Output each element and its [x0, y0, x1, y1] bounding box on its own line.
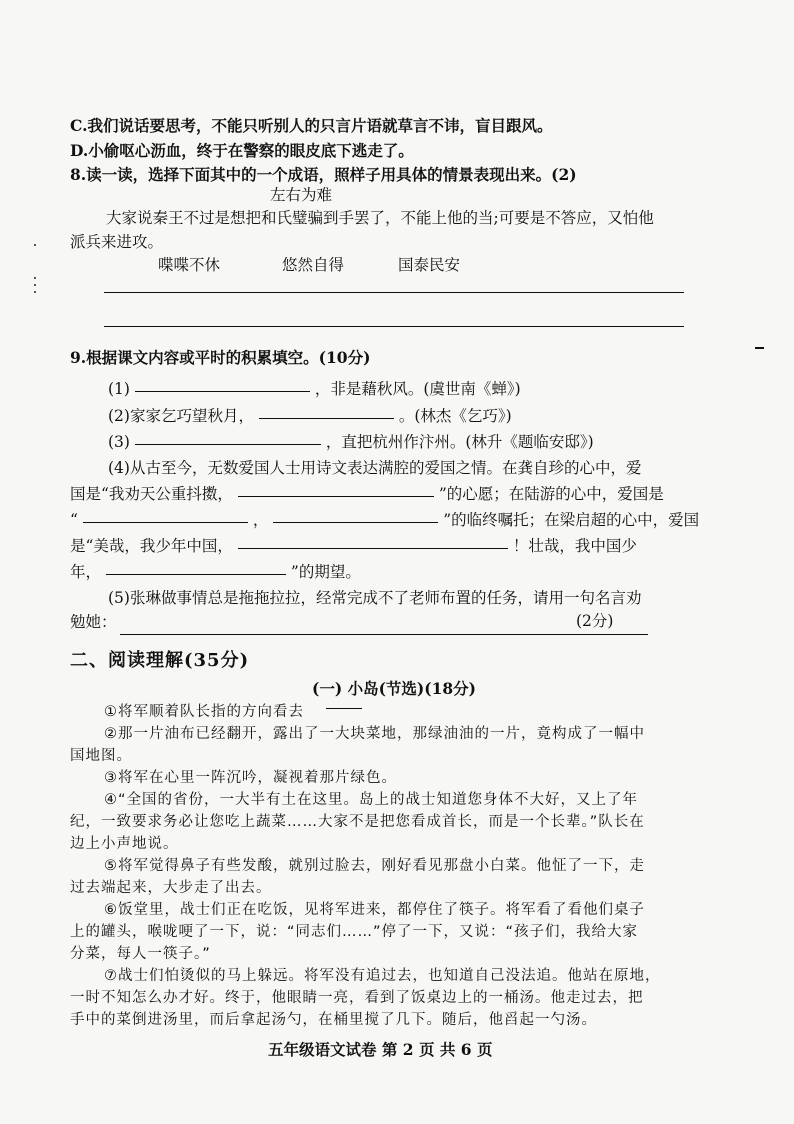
q9-item-5-answer-line[interactable]: [120, 634, 648, 635]
q9-item-4-text: ”的期望。: [290, 563, 361, 581]
q9-item-4-text: ！壮哉，我中国少: [512, 537, 637, 555]
strike-line: [326, 708, 362, 709]
q9-item-2: [108, 404, 512, 426]
q7-option-d: D.小偷呕心沥血，终于在警察的眼皮底下逃走了。: [70, 141, 414, 160]
q9-question: 9.根据课文内容或平时的积累填空。(10分): [70, 348, 371, 367]
q9-item-4-blank[interactable]: [238, 547, 508, 549]
q9-item-4-line5: [70, 560, 361, 582]
q9-item-4-blank[interactable]: [273, 521, 438, 523]
q9-item-4-line2: [70, 482, 664, 504]
passage-paragraph-3: ③将军在心里一阵沉吟，凝视着那片绿色。: [104, 770, 397, 786]
q9-item-4-text: ”的心愿；在陆游的心中，爱国是: [438, 485, 664, 503]
q8-choice-1: 喋喋不休: [158, 256, 221, 274]
passage-paragraph-5-line1: ⑤将军觉得鼻子有些发酸，就别过脸去，刚好看见那盘小白菜。他怔了一下，走: [104, 858, 645, 874]
passage-paragraph-7-line2: 一时不知怎么办才好。终于，他眼睛一亮，看到了饭桌边上的一桶汤。他走过去，把: [70, 990, 644, 1006]
q9-item-4-text: ”的临终嘱托；在梁启超的心中，爱国: [443, 511, 700, 529]
q8-example-line1: 大家说秦王不过是想把和氏璧骗到手罢了，不能上他的当;可要是不答应，又怕他: [106, 209, 654, 227]
passage-paragraph-2-line1: ②那一片油布已经翻开，露出了一大块菜地，那绿油油的一片，竟构成了一幅中: [104, 726, 645, 742]
passage-paragraph-4-line1: ④“全国的省份，一大半有土在这里。岛上的战士知道您身体不大好，又上了年: [104, 792, 639, 808]
q9-item-5-line1: (5)张琳做事情总是拖拖拉拉，经常完成不了老师布置的任务，请用一句名言劝: [108, 589, 642, 607]
q9-item-4-blank[interactable]: [238, 495, 434, 497]
q9-item-3-number: (3): [108, 433, 130, 451]
margin-dot: [34, 244, 36, 246]
q9-item-3: [108, 430, 594, 452]
q9-item-4-line4: [70, 534, 637, 556]
margin-dot: [34, 284, 36, 286]
q9-item-2-blank[interactable]: [259, 417, 394, 419]
q9-item-4-line1: (4)从古至今，无数爱国人士用诗文表达满腔的爱国之情。在龚自珍的心中，爱: [108, 459, 642, 477]
q9-item-5-line2: 勉她：: [70, 613, 117, 631]
q9-item-4-text: 年，: [70, 563, 102, 581]
q8-choice-2: 悠然自得: [282, 256, 345, 274]
q9-item-1-number: (1): [108, 380, 130, 398]
q9-item-4-text: 是“美哉，我少年中国，: [70, 537, 233, 555]
q9-item-2-tail: 。(林杰《乞巧》): [398, 407, 512, 425]
margin-dash: [755, 347, 764, 349]
q8-question: 8.读一读，选择下面其中的一个成语，照样子用具体的情景表现出来。(2): [70, 165, 577, 184]
q9-item-1: [108, 377, 521, 399]
q8-example-idiom: 左右为难: [270, 186, 333, 204]
passage-paragraph-4-line3: 边上小声地说。: [70, 836, 179, 852]
q9-item-1-blank[interactable]: [135, 390, 310, 392]
q9-item-4-text: “: [70, 511, 78, 529]
q9-item-4-text: ，: [252, 511, 269, 529]
passage-paragraph-7-line1: ⑦战士们怕烫似的马上躲远。将军没有追过去，也知道自己没法追。他站在原地，: [104, 968, 661, 984]
q8-example-line2: 派兵来进攻。: [70, 233, 164, 251]
q9-item-5-score: (2分): [576, 612, 614, 630]
passage-paragraph-1: [104, 700, 304, 721]
q9-item-3-text: ，直把杭州作汴州。(林升《题临安邸》): [325, 433, 594, 451]
passage-paragraph-2-line2: 国地图。: [70, 748, 132, 764]
section-title: 二、阅读理解(35分): [70, 650, 250, 671]
q8-choice-3: 国泰民安: [398, 256, 461, 274]
passage-text: ①将军顺着队长指的方向看去: [104, 704, 304, 720]
q8-answer-line[interactable]: [104, 326, 684, 327]
q9-item-4-blank[interactable]: [83, 521, 248, 523]
passage-title: (一) 小岛(节选)(18分): [312, 679, 476, 698]
passage-paragraph-7-line3: 手中的菜倒进汤里，而后拿起汤勺，在桶里搅了几下。随后，他舀起一勺汤。: [70, 1012, 597, 1028]
passage-paragraph-4-line2: 纪，一致要求务必让您吃上蔬菜……大家不是把您看成首长，而是一个长辈。”队长在: [70, 814, 645, 830]
passage-paragraph-6-line3: 分菜，每人一筷子。”: [70, 946, 211, 962]
q9-item-4-text: 国是“我劝天公重抖擞，: [70, 485, 233, 503]
passage-paragraph-6-line1: ⑥饭堂里，战士们正在吃饭，见将军进来，都停住了筷子。将军看了看他们桌子: [104, 902, 645, 918]
q9-item-1-text: ，非是藉秋风。(虞世南《蝉》): [314, 380, 521, 398]
q9-item-4-blank[interactable]: [106, 573, 286, 575]
passage-paragraph-5-line2: 过去端起来，大步走了出去。: [70, 880, 272, 896]
margin-dot: [34, 291, 36, 293]
q8-answer-line[interactable]: [104, 292, 684, 293]
margin-dot: [34, 277, 36, 279]
page-footer: 五年级语文试卷 第 2 页 共 6 页: [268, 1040, 493, 1059]
q7-option-c: C.我们说话要思考，不能只听别人的只言片语就草言不讳，盲目跟风。: [70, 116, 553, 135]
q9-item-3-blank[interactable]: [135, 443, 321, 445]
passage-paragraph-6-line2: 上的罐头，喉咙哽了一下，说：“同志们……”停了一下，又说：“孩子们，我给大家: [70, 924, 639, 940]
q9-item-2-text: (2)家家乞巧望秋月，: [108, 407, 254, 425]
q9-item-4-line3: [70, 508, 699, 530]
